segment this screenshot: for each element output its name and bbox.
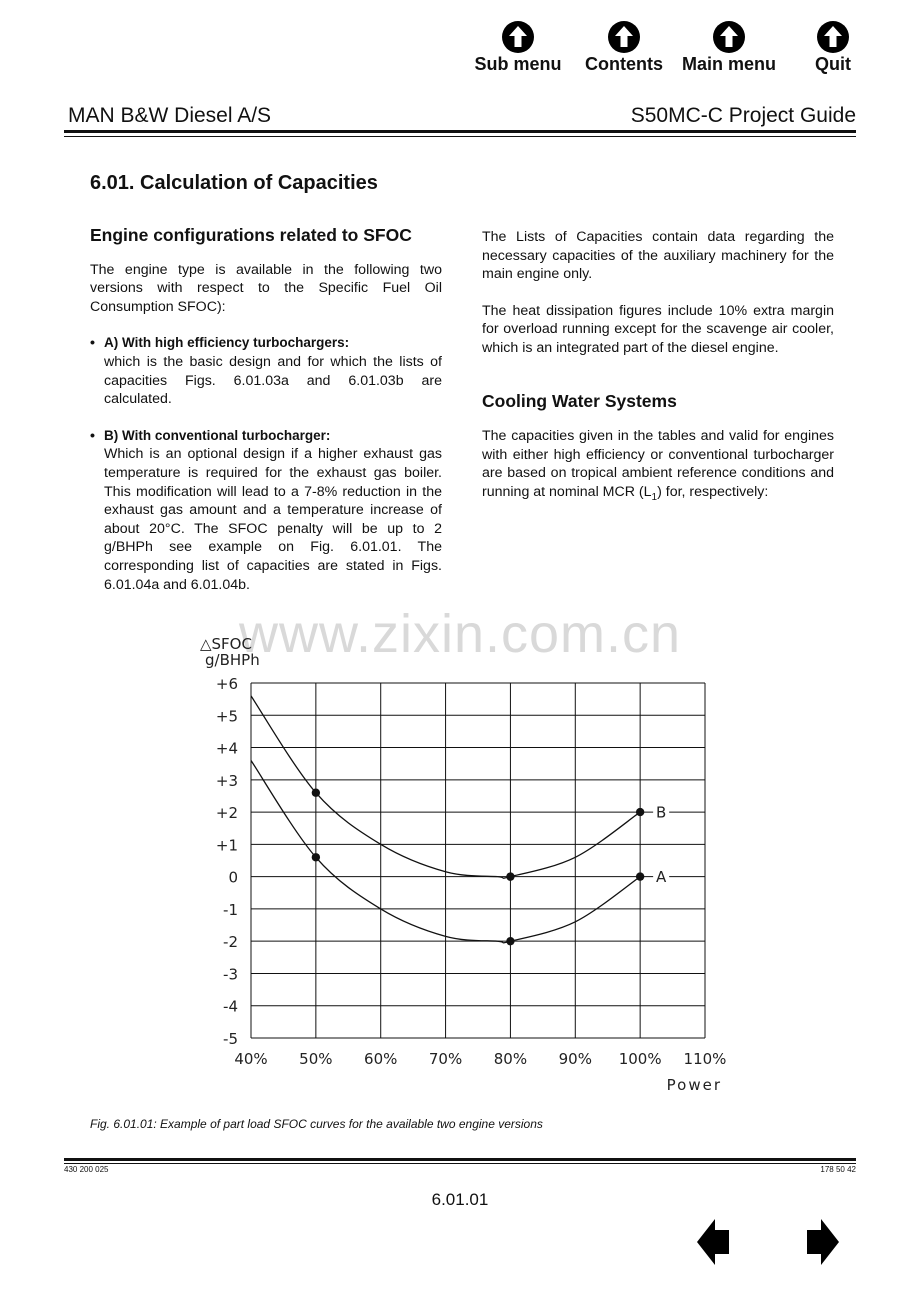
series-A-point: [506, 937, 514, 945]
y-tick-label: +6: [215, 675, 238, 693]
y-tick-label: +3: [215, 771, 238, 790]
left-column: [90, 226, 442, 594]
sub-menu-label: Sub menu: [474, 54, 562, 74]
series-A-label: A: [656, 868, 667, 887]
series-B-label: B: [655, 803, 667, 822]
cooling-paragraph: [482, 427, 834, 507]
sub-menu-button[interactable]: [470, 20, 566, 75]
y-tick-label: -5: [223, 1030, 238, 1048]
y-tick-label: -2: [223, 933, 238, 952]
series-B-point: [312, 789, 320, 797]
x-axis-label: Power: [666, 1076, 722, 1094]
watermark: www.zixin.com.cn: [238, 604, 682, 664]
cooling-text-start: The capacities given in the tables and valid for engines with either high efficiency or conventional turbocharger are based on tropical ambient reference conditions and running at nominal MCR (L: [482, 428, 834, 500]
y-tick-label: +2: [215, 804, 238, 823]
main-menu-label: Main menu: [681, 54, 776, 74]
series-B-point: [636, 808, 644, 816]
guide-title: S50MC-C Project Guide: [630, 104, 856, 127]
footer-left-code: 430 200 025: [64, 1165, 109, 1174]
header-rule-thick: [64, 130, 856, 133]
up-arrow-icon: [501, 20, 535, 54]
x-tick-label: 110%: [683, 1050, 727, 1068]
bullet-a: [90, 334, 442, 408]
x-tick-label: 100%: [618, 1050, 662, 1068]
sfoc-chart: [0, 620, 920, 1100]
bullet-b-text: Which is an optional design if a higher exhaust gas temperature is required for the exhaust gas boiler. This modification will lead to a 7-8% reduction in the exhaust gas amount and a temperature increase of about 20°C. The SFOC penalty will be up to 2 g/BHPh see example on Fig. 6.01.01. The corresponding list of capacities are stated in Figs. 6.01.04a and 6.01.04b.: [104, 446, 442, 593]
x-tick-label: 70%: [428, 1050, 463, 1068]
figure-caption: Fig. 6.01.01: Example of part load SFOC curves for the available two engine versions: [90, 1117, 543, 1131]
company-name: MAN B&W Diesel A/S: [68, 104, 272, 127]
y-tick-label: +1: [215, 836, 238, 855]
capacities-paragraph: The Lists of Capacities contain data regarding the necessary capacities of the auxiliary machinery for the main engine only.: [482, 229, 834, 283]
y-tick-label: +4: [215, 739, 238, 758]
header-rule-thin: [64, 136, 856, 137]
intro-paragraph: The engine type is available in the following two versions with respect to the Specific Fuel Oil Consumption SFOC):: [90, 261, 442, 315]
quit-button[interactable]: [808, 20, 858, 75]
x-tick-label: 80%: [493, 1050, 528, 1068]
series-A-point: [312, 853, 320, 861]
bullet-a-text: which is the basic design and for which the lists of capacities Figs. 6.01.03a and 6.01.03b are calculated.: [104, 353, 442, 408]
bullet-b: [90, 427, 442, 594]
footer-rule-thin: [64, 1163, 856, 1164]
y-tick-label: -4: [223, 997, 238, 1016]
y-tick-label: 0: [228, 868, 238, 887]
series-A-point: [636, 872, 644, 880]
main-menu-button[interactable]: [678, 20, 780, 75]
y-axis-label-line1: △SFOC: [200, 635, 252, 653]
up-arrow-icon: [607, 20, 641, 54]
y-tick-label: +5: [215, 707, 238, 726]
contents-label: Contents: [585, 54, 663, 74]
heat-dissipation-paragraph: The heat dissipation figures include 10% extra margin for overload running except for the scavenge air cooler, which is an integrated part of the diesel engine.: [482, 302, 834, 356]
footer-right-code: 178 50 42: [820, 1165, 856, 1174]
quit-label: Quit: [815, 54, 851, 74]
contents-button[interactable]: [580, 20, 668, 75]
cooling-section-heading: Cooling Water Systems: [482, 390, 677, 411]
right-column: [482, 228, 834, 507]
footer-rule-thick: [64, 1158, 856, 1161]
x-tick-label: 90%: [558, 1050, 592, 1068]
bullet-b-title: • B) With conventional turbocharger:: [104, 427, 331, 443]
y-tick-label: -1: [223, 900, 238, 919]
y-axis-label-line2: g/BHPh: [205, 651, 260, 669]
previous-page-arrow-icon[interactable]: [696, 1218, 730, 1266]
y-tick-label: -3: [223, 965, 238, 984]
up-arrow-icon: [816, 20, 850, 54]
cooling-text-subscript: 1: [651, 491, 658, 503]
series-B-point: [506, 872, 514, 880]
x-tick-label: 40%: [234, 1050, 268, 1068]
sfoc-section-heading: Engine configurations related to SFOC: [90, 225, 412, 245]
page-title: 6.01. Calculation of Capacities: [90, 172, 378, 194]
bullet-a-title: • A) With high efficiency turbochargers:: [104, 335, 350, 351]
cooling-text-end: ) for, respectively:: [657, 483, 769, 500]
page-number: 6.01.01: [431, 1190, 489, 1209]
x-tick-label: 50%: [299, 1050, 333, 1068]
next-page-arrow-icon[interactable]: [806, 1218, 840, 1266]
x-tick-label: 60%: [364, 1050, 398, 1068]
up-arrow-icon: [712, 20, 746, 54]
